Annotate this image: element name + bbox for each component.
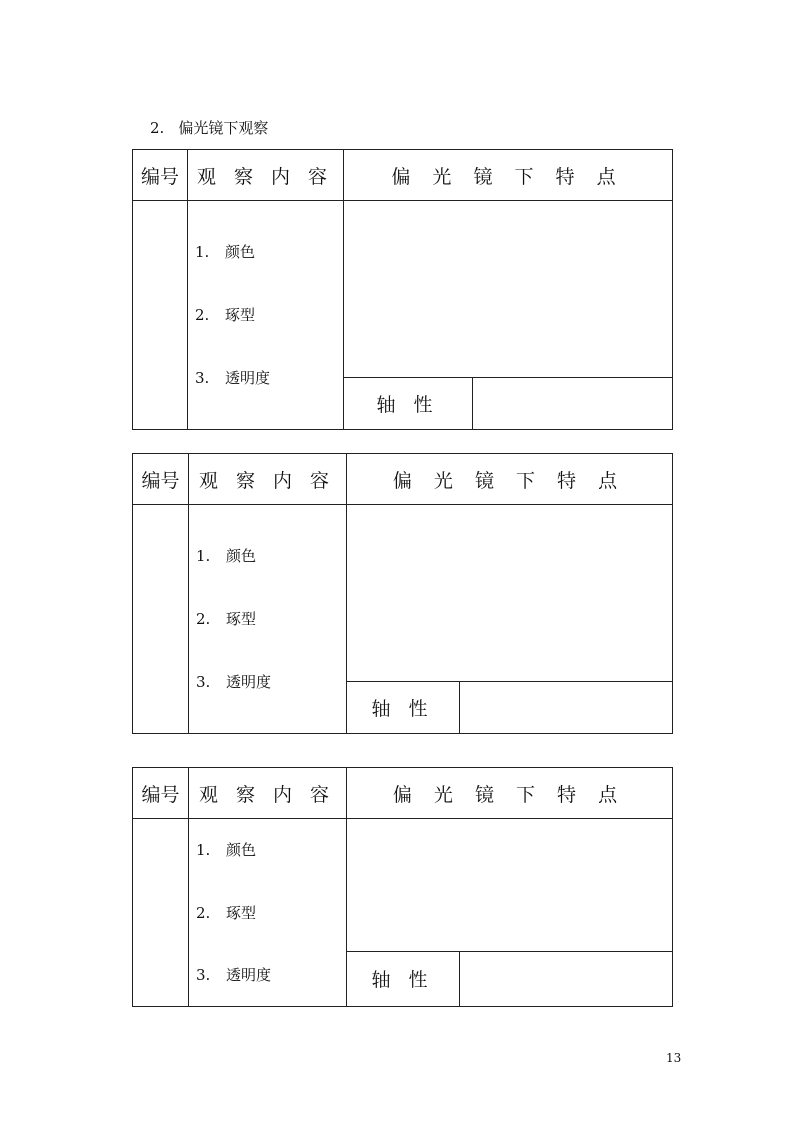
- observation-table-2: [132, 453, 673, 734]
- header-content: 观 察 内 容: [196, 165, 334, 188]
- list-item: 2. 琢型: [195, 306, 256, 324]
- list-item: 2. 琢型: [196, 904, 257, 922]
- section-title: 偏光镜下观察: [178, 119, 269, 137]
- section-heading: [150, 118, 268, 138]
- list-item: 3. 透明度: [195, 369, 271, 387]
- header-content: 观 察 内 容: [198, 783, 336, 806]
- list-item: 1. 颜色: [196, 841, 257, 859]
- header-features: 偏 光 镜 下 特 点: [392, 469, 626, 492]
- header-id: 编号: [141, 783, 180, 806]
- header-id: 编号: [141, 469, 180, 492]
- divider: [133, 504, 672, 505]
- divider: [459, 681, 460, 733]
- list-item: 1. 颜色: [195, 243, 256, 261]
- axis-label: 轴 性: [371, 697, 434, 720]
- divider: [472, 377, 473, 429]
- header-content: 观 察 内 容: [198, 469, 336, 492]
- list-item: 3. 透明度: [196, 966, 272, 984]
- divider: [459, 951, 460, 1006]
- divider: [133, 200, 672, 201]
- list-item: 3. 透明度: [196, 673, 272, 691]
- axis-label: 轴 性: [371, 969, 434, 991]
- list-item: 2. 琢型: [196, 610, 257, 628]
- header-id: 编号: [140, 165, 179, 188]
- list-item: 1. 颜色: [196, 547, 257, 565]
- divider: [133, 818, 672, 819]
- header-features: 偏 光 镜 下 特 点: [391, 165, 624, 188]
- axis-label: 轴 性: [376, 393, 439, 416]
- observation-table-3: [132, 767, 673, 1007]
- page-number: 13: [666, 1051, 682, 1065]
- header-features: 偏 光 镜 下 特 点: [392, 783, 626, 806]
- observation-table-1: [132, 149, 673, 430]
- section-number: 2.: [150, 119, 165, 137]
